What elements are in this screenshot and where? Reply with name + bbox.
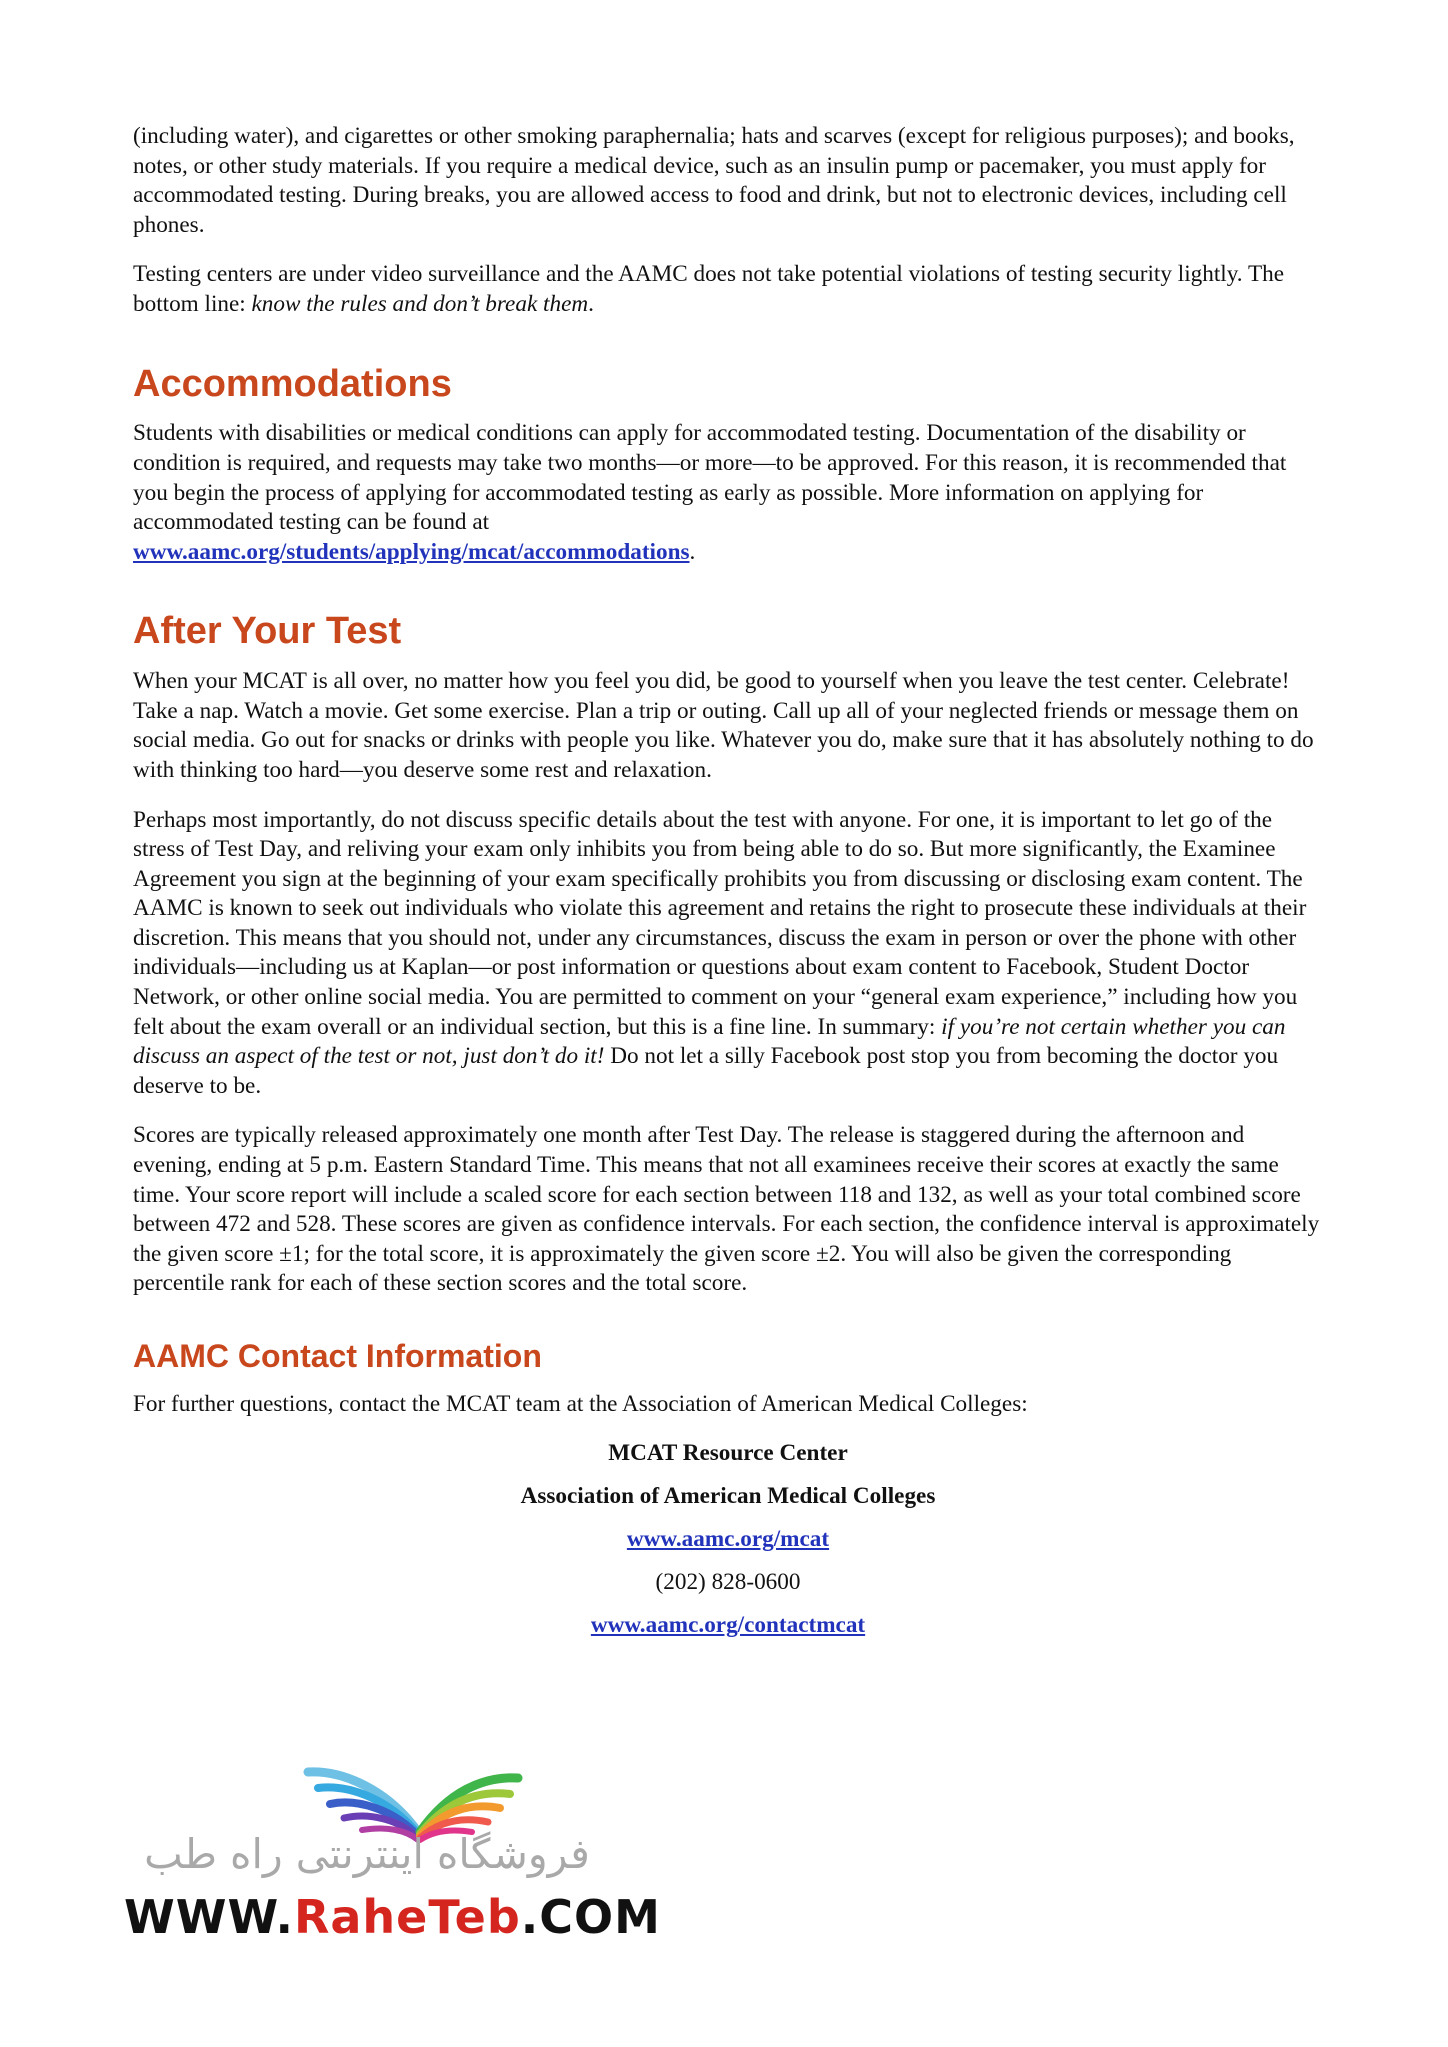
accommodations-link[interactable]: www.aamc.org/students/applying/mcat/accommodations xyxy=(133,538,690,565)
contact-mcat-link[interactable]: www.aamc.org/mcat xyxy=(626,1525,830,1552)
watermark-url xyxy=(124,1890,661,1944)
accommodations-text: Students with disabilities or medical conditions can apply for accommodated testing. Documentation of the disability or condition is required, and requests may take two months—or more—to be approved. For this reason, it is recommended that you begin the process of applying for accommodated testing as early as possible. More information on applying for accommodated testing can be found at xyxy=(133,420,1287,536)
contact-org-name: Association of American Medical Colleges xyxy=(520,1482,936,1509)
contact-block xyxy=(133,1432,1323,1647)
surveillance-text: Testing centers are under video surveillance and the AAMC does not take potential violations of testing security lightly. The bottom line: xyxy=(133,261,1285,317)
surveillance-italic: know the rules and don’t break them xyxy=(251,290,589,317)
watermark-url-brand: RaheTeb xyxy=(293,1890,521,1944)
paragraph-contact-intro: For further questions, contact the MCAT team at the Association of American Medical Colleges: xyxy=(133,1391,1028,1418)
heading-accommodations: Accommodations xyxy=(133,362,452,405)
contact-center-name: MCAT Resource Center xyxy=(608,1439,848,1466)
heading-aamc-contact: AAMC Contact Information xyxy=(133,1338,542,1374)
watermark-url-prefix: WWW. xyxy=(124,1890,294,1944)
paragraph-prohibited-items: (including water), and cigarettes or other smoking paraphernalia; hats and scarves (except for religious purposes); and books, notes, or other study materials. If you require a medical device, such as an insulin pump or pacemaker, you must apply for accommodated testing. During breaks, you are allowed access to food and drink, but not to electronic devices, including cell phones. xyxy=(133,123,1295,238)
paragraph-celebrate: When your MCAT is all over, no matter how you feel you did, be good to yourself when you leave the test center. Celebrate! Take a nap. Watch a movie. Get some exercise. Plan a trip or outing. Call up all of your neglected friends or message them on social media. Go out for snacks or drinks with people you like. Whatever you do, make sure that it has absolutely nothing to do with thinking too hard—you deserve some rest and relaxation. xyxy=(133,668,1314,783)
paragraph-confidentiality xyxy=(133,806,1323,1102)
confidentiality-text: Perhaps most importantly, do not discuss specific details about the test with anyone. For one, it is important to let go of the stress of Test Day, and reliving your exam only inhibits you from being able to do so. But more significantly, the Examinee Agreement you sign at the beginning of your exam specifically prohibits you from discussing or disclosing exam content. The AAMC is known to seek out individuals who violate this agreement and retains the right to prosecute these individuals at their discretion. This means that you should not, under any circumstances, discuss the exam in person or over the phone with other individuals—including us at Kaplan—or post information or questions about exam content to Facebook, Student Doctor Network, or other online social media. You are permitted to comment on your “general exam experience,” including how you felt about the exam overall or an individual section, but this is a fine line. In summary: xyxy=(133,806,1307,1040)
paragraph-accommodations xyxy=(133,419,1323,567)
confidentiality-end: Do not let a silly Facebook post stop you from becoming the doctor you deserve to be. xyxy=(133,1043,1279,1099)
accommodations-end: . xyxy=(689,538,696,565)
paragraph-scores: Scores are typically released approximately one month after Test Day. The release is staggered during the afternoon and evening, ending at 5 p.m. Eastern Standard Time. This means that not all examinees receive their scores at exactly the same time. Your score report will include a scaled score for each section between 118 and 132, as well as your total combined score between 472 and 528. These scores are given as confidence intervals. For each section, the confidence interval is approximately the given score ±1; for the total score, it is approximately the given score ±2. You will also be given the corresponding percentile rank for each of these section scores and the total score. xyxy=(133,1122,1320,1297)
confidentiality-italic: if you’re not certain whether you can discuss an aspect of the test or not, just don’t do it! xyxy=(133,1013,1286,1070)
page-content xyxy=(133,122,1323,1647)
surveillance-end: . xyxy=(588,290,594,317)
watermark-url-suffix: .COM xyxy=(520,1890,661,1944)
watermark-persian-text: فروشگاه اینترنتی راه طب xyxy=(144,1830,590,1878)
contact-phone: (202) 828-0600 xyxy=(655,1568,801,1595)
heading-after-your-test: After Your Test xyxy=(133,610,402,653)
contact-mcat-form-link[interactable]: www.aamc.org/contactmcat xyxy=(590,1611,866,1638)
paragraph-surveillance xyxy=(133,260,1323,319)
